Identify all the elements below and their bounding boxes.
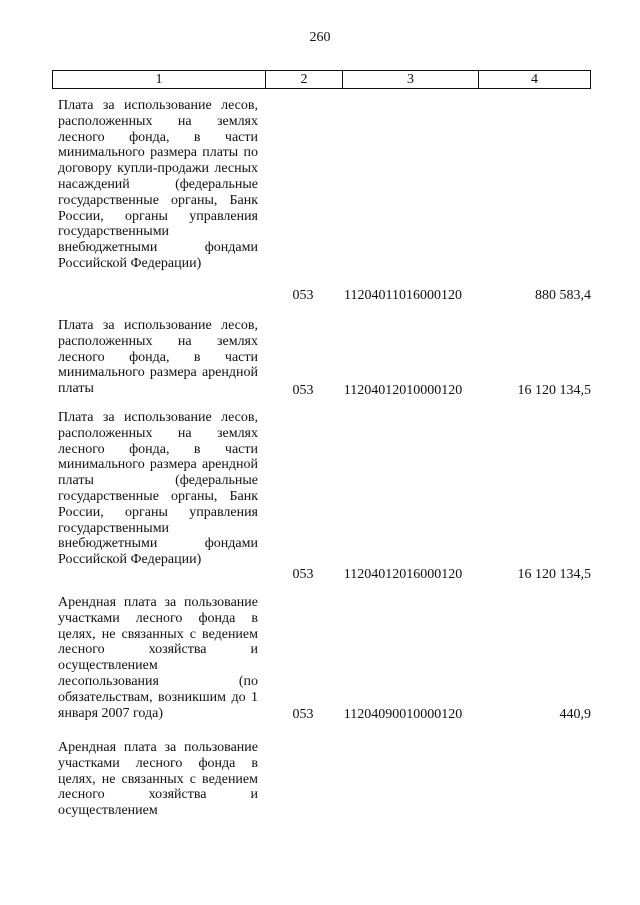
row-amount: 440,9	[559, 707, 591, 722]
header-col-4: 4	[531, 71, 538, 87]
row-admin-code: 053	[292, 383, 314, 398]
row-description: Плата за использование лесов, расположенных на землях лесного фонда, в части минимального размера арендной платы	[58, 318, 258, 397]
row-kbk-code: 11204011016000120	[344, 288, 462, 303]
row-admin-code: 053	[292, 288, 314, 303]
table-header	[52, 70, 591, 89]
row-kbk-code: 11204090010000120	[343, 707, 463, 722]
table-row	[58, 318, 591, 402]
table-row	[58, 595, 591, 725]
row-description: Арендная плата за пользование участками лесного фонда в целях, не связанных с ведением лесного хозяйства и осуществлением лесопользования (по обязательствам, возникшим до 1 января 2007 года)	[58, 595, 258, 721]
header-col-3: 3	[343, 71, 479, 88]
row-admin-code: 053	[292, 707, 314, 722]
row-kbk-code: 11204012016000120	[343, 567, 463, 582]
row-admin-code: 053	[292, 567, 314, 582]
header-col-2: 2	[266, 71, 343, 88]
row-amount: 16 120 134,5	[517, 383, 591, 398]
row-description: Плата за использование лесов, расположенных на землях лесного фонда, в части минимального размера арендной платы (федеральные государственные органы, Банк России, органы управления государственными внебюджетными фондами Российской Федерации)	[58, 410, 258, 568]
row-description: Плата за использование лесов, расположенных на землях лесного фонда, в части минимального размера платы по договору купли-продажи лесных насаждений (федеральные государственные органы, Банк России, органы управления государственными внебюджетными фондами Российской Федерации)	[58, 98, 258, 271]
table-row	[58, 98, 591, 308]
row-amount: 880 583,4	[535, 288, 591, 303]
header-col-1: 1	[53, 71, 266, 88]
row-description: Арендная плата за пользование участками лесного фонда в целях, не связанных с ведением лесного хозяйства и осуществлением	[58, 740, 258, 819]
row-kbk-code: 11204012010000120	[343, 383, 463, 398]
table-row	[58, 410, 591, 585]
row-amount: 16 120 134,5	[517, 567, 591, 582]
table-row	[58, 740, 591, 830]
page-number: 260	[309, 30, 331, 45]
